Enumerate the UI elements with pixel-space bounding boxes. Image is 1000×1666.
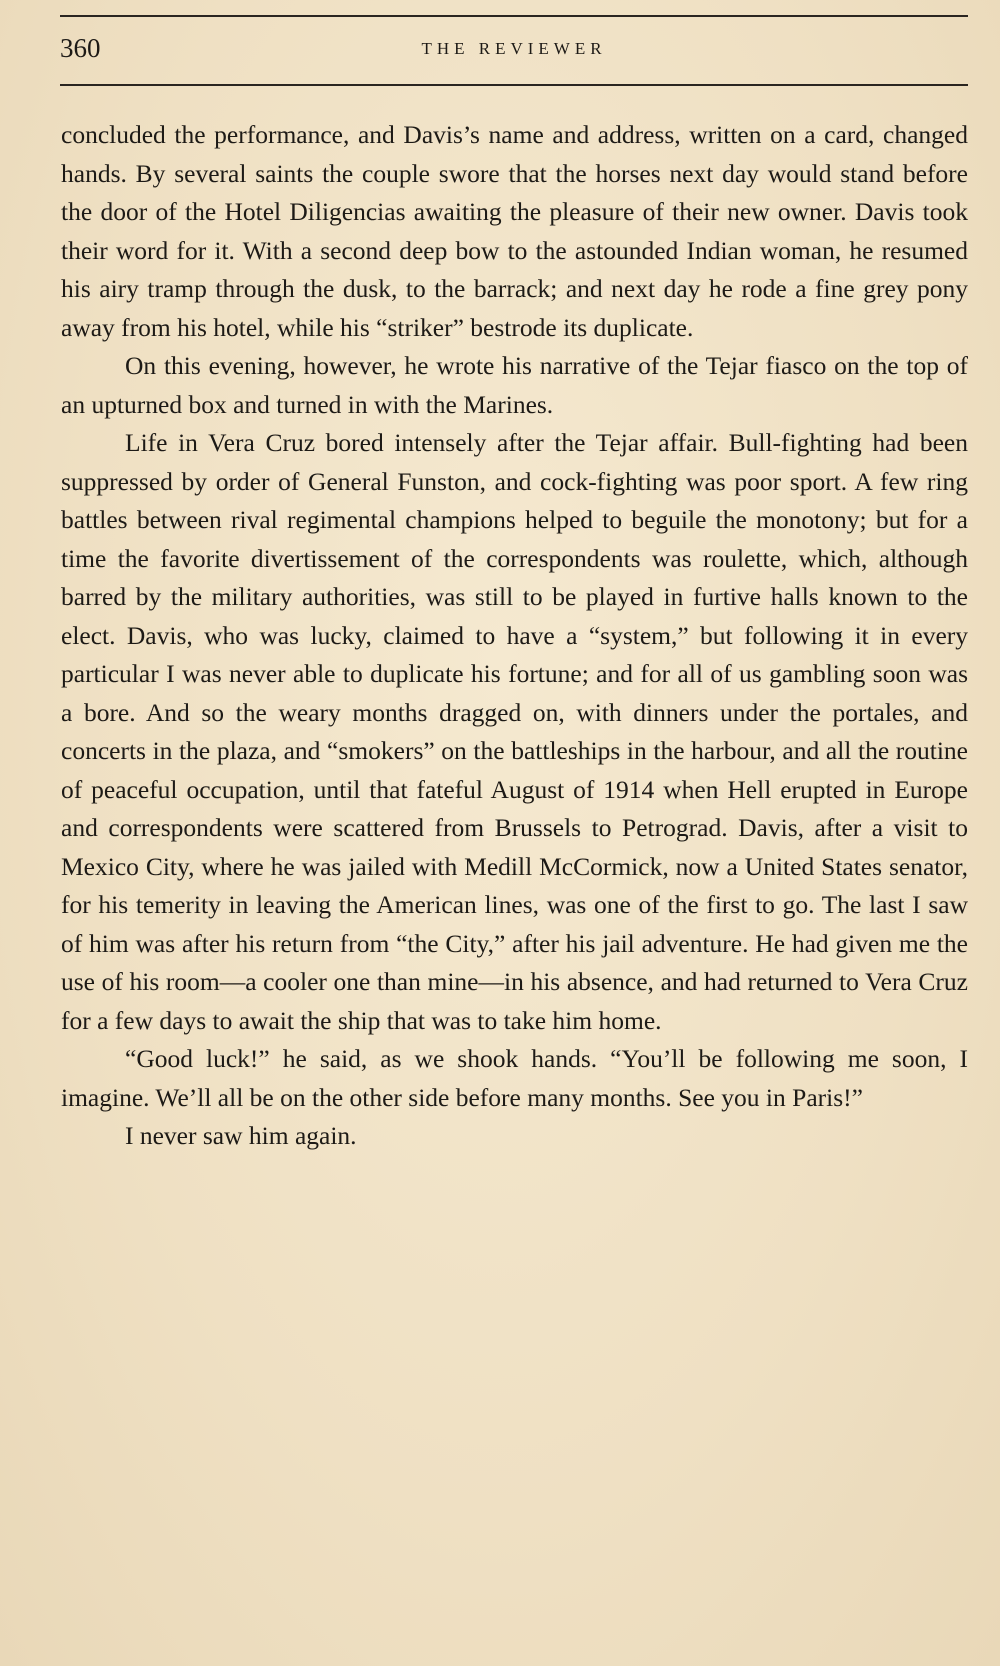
page-number: 360 bbox=[60, 33, 101, 63]
header-top-rule bbox=[60, 15, 968, 17]
body-text bbox=[61, 116, 968, 1156]
paragraph-never-saw: I never saw him again. bbox=[125, 1121, 357, 1150]
paragraph-tejar-fiasco: On this evening, however, he wrote his narrative of the Tejar fiasco on the top of an upturned box and turned in with the Marines. bbox=[61, 351, 968, 419]
paragraph-vera-cruz: Life in Vera Cruz bored intensely after the Tejar affair. Bull-fighting had been suppressed by order of General Funston, and cock-fighting was poor sport. A few ring battles between rival regimental champions helped to beguile the monotony; but for a time the favorite divertissement of the correspondents was roulette, which, although barred by the military authorities, was still to be played in furtive halls known to the elect. Davis, who was lucky, claimed to have a “system,” but following it in every particular I was never able to duplicate his fortune; and for all of us gambling soon was a bore. And so the weary months dragged on, with dinners under the portales, and concerts in the plaza, and “smokers” on the battleships in the harbour, and all the routine of peaceful occupation, until that fateful August of 1914 when Hell erupted in Europe and correspondents were scattered from Brussels to Petrograd. Davis, after a visit to Mexico City, where he was jailed with Medill McCormick, now a United States senator, for his temerity in leaving the American lines, was one of the first to go. The last I saw of him was after his return from “the City,” after his jail adventure. He had given me the use of his room—a cooler one than mine—in his absence, and had returned to Vera Cruz for a few days to await the ship that was to take him home. bbox=[61, 428, 968, 1035]
paragraph-good-luck: “Good luck!” he said, as we shook hands. “You’ll be following me soon, I imagine. We’ll all be on the other side before many months. See you in Paris!” bbox=[61, 1044, 968, 1112]
running-head: THE REVIEWER bbox=[421, 39, 607, 58]
paragraph-continued: concluded the performance, and Davis’s name and address, written on a card, changed hands. By several saints the couple swore that the horses next day would stand before the door of the Hotel Diligencias awaiting the pleasure of their new owner. Davis took their word for it. With a second deep bow to the astounded Indian woman, he resumed his airy tramp through the dusk, to the barrack; and next day he rode a fine grey pony away from his hotel, while his “striker” bestrode its duplicate. bbox=[61, 120, 968, 342]
header-bottom-rule bbox=[60, 84, 968, 86]
